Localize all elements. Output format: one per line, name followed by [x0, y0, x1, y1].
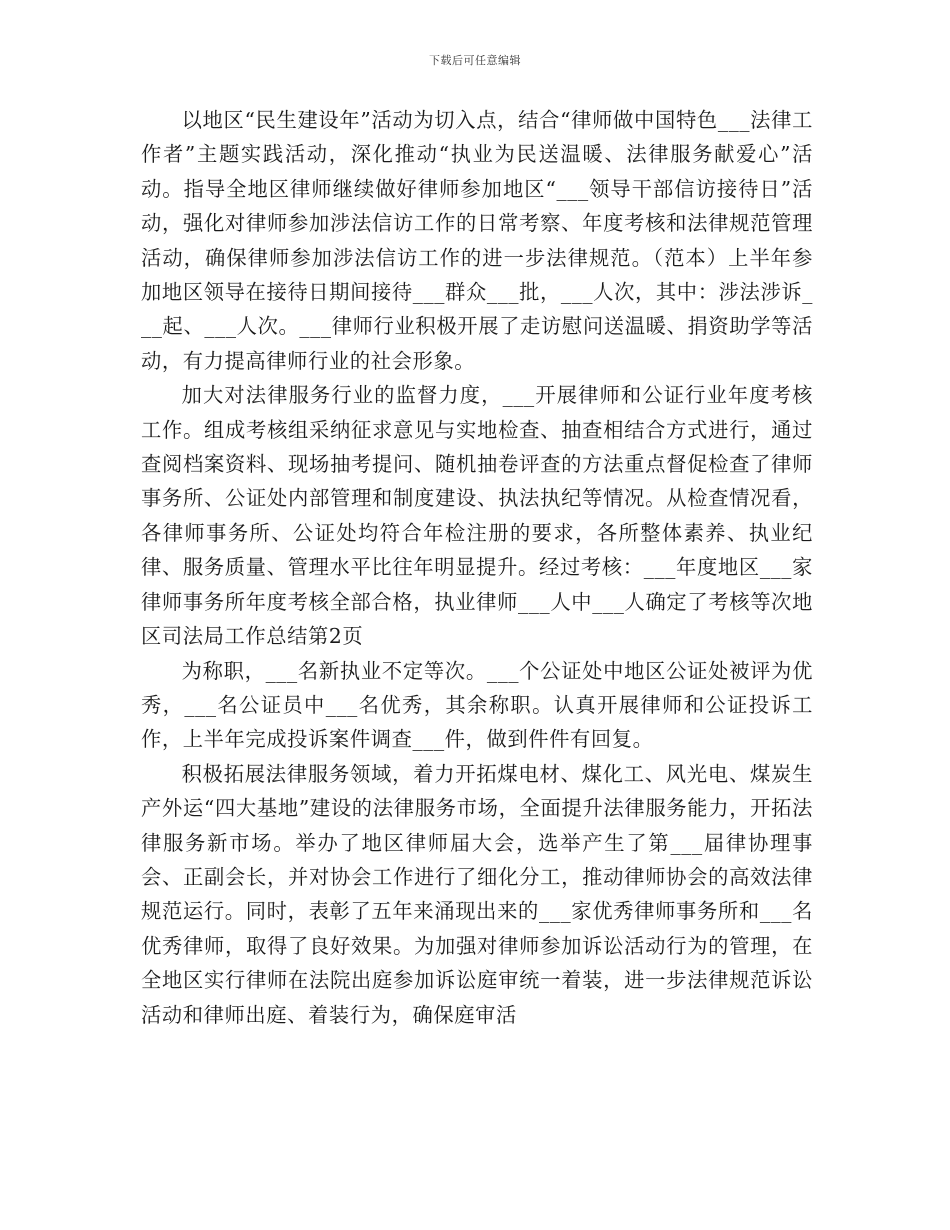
- paragraph-1: 以地区“民生建设年”活动为切入点，结合“律师做中国特色___法律工作者”主题实践活动，深化推动“执业为民送温暖、法律服务献爱心”活动。指导全地区律师继续做好律师参加地区“___领导干部信访接待日”活动，强化对律师参加涉法信访工作的日常考察、年度考核和法律规范管理活动，确保律师参加涉法信访工作的进一步法律规范。（范本）上半年参加地区领导在接待日期间接待___群众___批，___人次，其中：涉法涉诉___起、___人次。___律师行业积极开展了走访慰问送温暖、捐资助学等活动，有力提高律师行业的社会形象。: [141, 108, 813, 373]
- document-body: [141, 103, 813, 1032]
- paragraph-4: 积极拓展法律服务领域，着力开拓煤电材、煤化工、风光电、煤炭生产外运“四大基地”建设的法律服务市场，全面提升法律服务能力，开拓法律服务新市场。举办了地区律师届大会，选举产生了第___届律协理事会、正副会长，并对协会工作进行了细化分工，推动律师协会的高效法律规范运行。同时，表彰了五年来涌现出来的___家优秀律师事务所和___名优秀律师，取得了良好效果。为加强对律师参加诉讼活动行为的管理，在全地区实行律师在法院出庭参加诉讼庭审统一着装，进一步法律规范诉讼活动和律师出庭、着装行为，确保庭审活: [141, 761, 813, 1027]
- paragraph-3: 为称职，___名新执业不定等次。___个公证处中地区公证处被评为优秀，___名公证员中___名优秀，其余称职。认真开展律师和公证投诉工作，上半年完成投诉案件调查___件，做到件件有回复。: [141, 658, 813, 752]
- paragraph-2: 加大对法律服务行业的监督力度，___开展律师和公证行业年度考核工作。组成考核组采纳征求意见与实地检查、抽查相结合方式进行，通过查阅档案资料、现场抽考提问、随机抽卷评查的方法重点督促检查了律师事务所、公证处内部管理和制度建设、执法执纪等情况。从检查情况看，各律师事务所、公证处均符合年检注册的要求，各所整体素养、执业纪律、服务质量、管理水平比往年明显提升。经过考核：___年度地区___家律师事务所年度考核全部合格，执业律师___人中___人确定了考核等次地区司法局工作总结第2页: [141, 383, 813, 649]
- page-header: 下载后可任意编辑: [429, 54, 521, 67]
